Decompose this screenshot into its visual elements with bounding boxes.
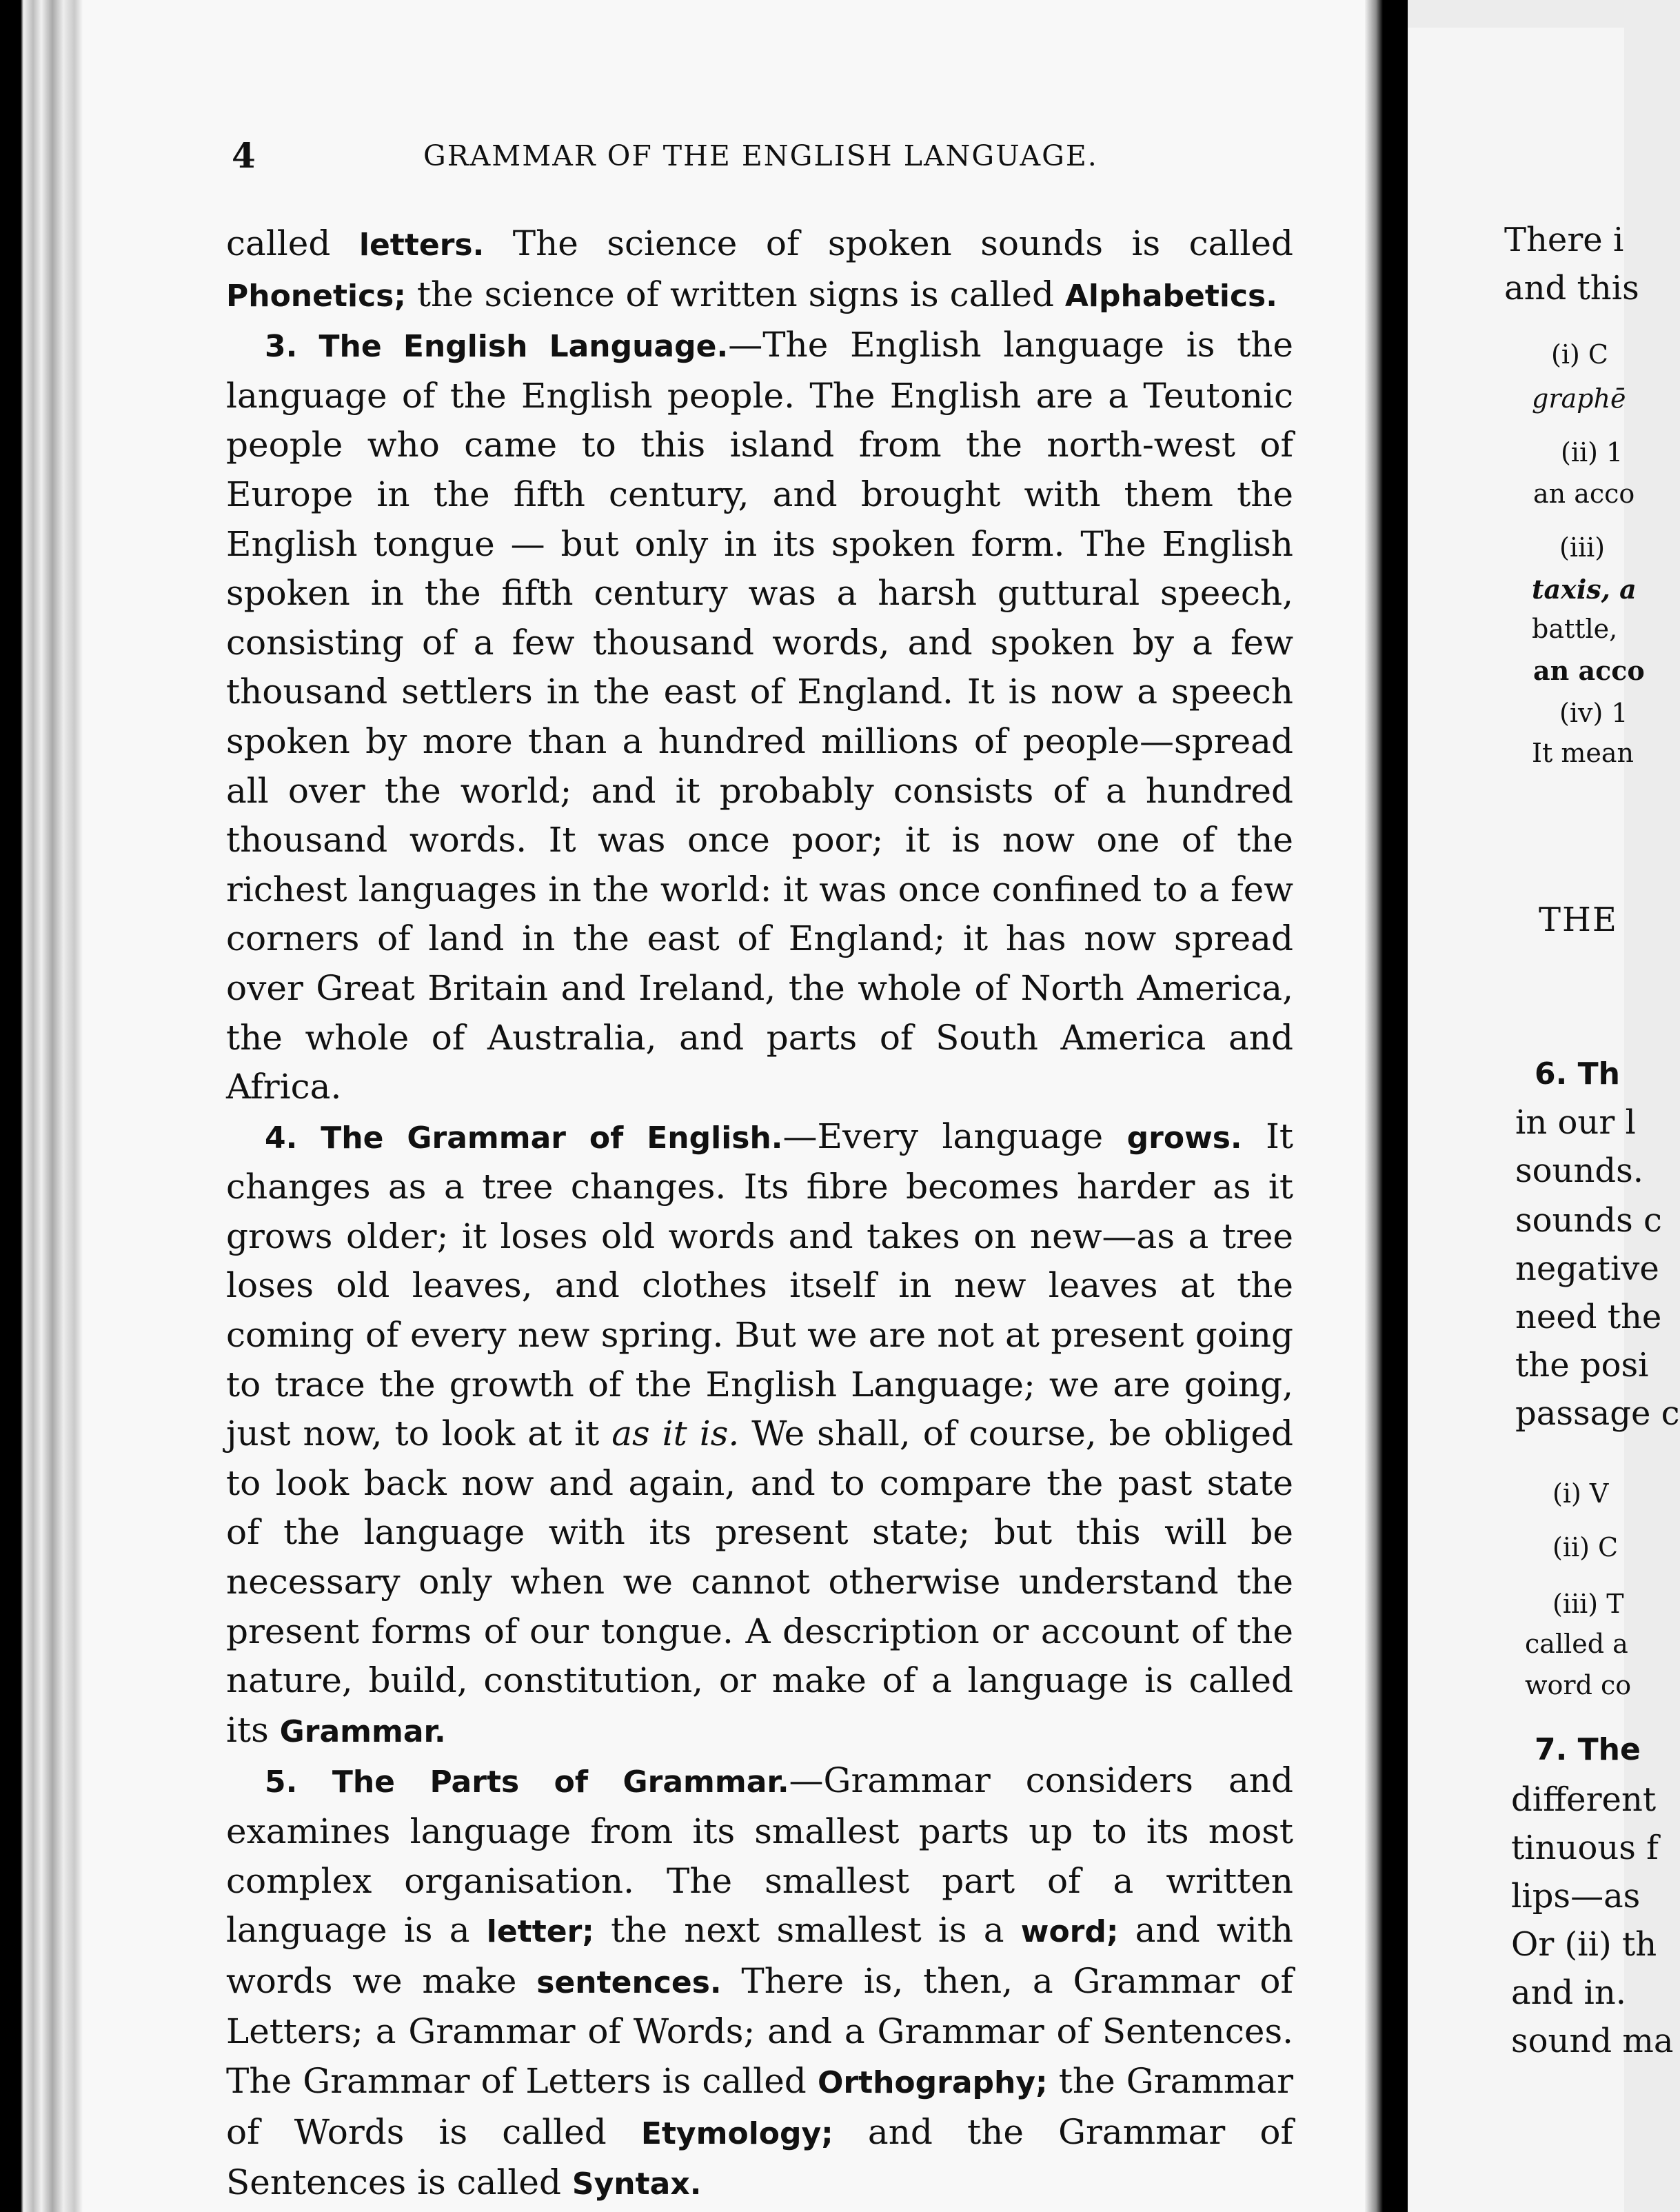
fragment-line: (ii) C [1552,1532,1619,1562]
fragment-line: 6. Th [1535,1056,1620,1092]
fragment-line: sounds. [1515,1152,1643,1190]
bold-term: Alphabetics. [1064,278,1277,314]
fragment-line: and this [1504,269,1639,308]
bold-term: Phonetics; [226,278,406,314]
text-run: —Every language [782,1116,1127,1156]
fragment-line: sound ma [1511,2022,1674,2060]
body-text [226,219,1293,2209]
running-title: GRAMMAR OF THE ENGLISH LANGUAGE. [423,139,1098,172]
fragment-line: THE [1539,901,1618,939]
fragment-line: in our l [1515,1103,1636,1142]
fragment-line: and in. [1511,1973,1627,2012]
text-run: —Grammar considers and examines language from its smallest parts up to its most complex organisation. The smallest part of a written language is a [226,1760,1293,1951]
text-run: the Grammar of Words is called [226,2060,1293,2152]
fragment-line: (iv) 1 [1559,698,1628,728]
text-run: and the Grammar of Sentences is called [226,2111,1293,2203]
text-run: —The English language is the language of the English people. The English are a Teutonic people who came to this island from the north-west of Europe in the fifth century, and brought with them the English tongue — but only in its spoken form. The English spoken in the fifth century was a harsh guttural speech, consisting of a few thousand words, and spoken by a few thousand settlers in the east of England. It is now a speech spoken by more than a hundred millions of people—spread all over the world; and it probably consists of a hundred thousand words. It was once poor; it is now one of the richest languages in the world: it was once confined to a few corners of land in the east of England; it has now spread over Great Britain and Ireland, the whole of North America, the whole of Australia, and parts of South America and Africa. [226,325,1294,1107]
fragment-line: sounds c [1515,1201,1662,1240]
page-number: 4 [232,135,257,176]
section-heading: 3. The English Language. [265,329,729,365]
right-page-fragments [1468,221,1680,2212]
fragment-line: graphē [1532,383,1626,414]
text-run: We shall, of course, be obliged to look back now and again, and to compare the past state of the language with its present state; but this will be necessary only when we cannot otherwise understand the present forms of our tongue. A description or account of the nature, build, constitution, or make of a language is called its [226,1414,1293,1750]
fragment-line: (iii) [1559,532,1606,563]
book-edge-left [0,0,83,2212]
fragment-line: (i) V [1552,1478,1609,1509]
section-heading: 5. The Parts of Grammar. [265,1764,789,1800]
bold-term: letters. [358,228,485,263]
section-3-paragraph [226,321,1293,1112]
text-run: the science of written signs is called [405,274,1065,314]
fragment-line: an acco [1533,479,1635,509]
fragment-line: taxis, a [1532,574,1637,605]
bold-term: Etymology; [640,2115,833,2151]
bold-term: word; [1020,1914,1119,1950]
fragment-line: Or (ii) th [1511,1925,1657,1964]
text-run: the next smallest is a [594,1910,1021,1951]
fragment-line: tinuous f [1511,1829,1659,1867]
text-run: It changes as a tree changes. Its fibre becomes harder as it grows older; it loses old words and takes on new—as a tree loses old leaves, and clothes itself in new leaves at the coming of every new spring. But we are not at present going to trace the growth of the English Language; we are going, just now, to look at it [226,1116,1294,1454]
paragraph-continuation [226,219,1293,321]
bold-term: Syntax. [571,2166,702,2202]
fragment-line: negative [1515,1249,1659,1288]
fragment-line: an acco [1533,655,1645,686]
book-gutter [1365,0,1408,2212]
fragment-line: (ii) 1 [1561,437,1623,467]
text-run: and with words we make [226,1910,1294,2001]
fragment-line: word co [1525,1670,1632,1700]
bold-term: Grammar. [279,1713,446,1749]
fragment-line: called a [1525,1629,1628,1659]
fragment-line: need the [1515,1298,1662,1336]
fragment-line: It mean [1532,738,1635,768]
section-heading: 4. The Grammar of English. [265,1120,783,1156]
fragment-line: There i [1504,221,1624,259]
fragment-line: 7. The [1535,1732,1641,1767]
bold-term: sentences. [536,1964,722,2000]
section-5-paragraph [226,1756,1293,2209]
fragment-line: passage c [1515,1394,1680,1433]
fragment-line: battle, [1532,614,1618,644]
fragment-line: (iii) T [1552,1589,1624,1619]
text-run: There is, then, a Grammar of Letters; a Grammar of Words; and a Grammar of Sentences. The Grammar of Letters is called [226,1960,1293,2101]
fragment-line: (i) C [1551,339,1608,370]
bold-term: letter; [486,1914,594,1950]
section-4-paragraph [226,1112,1293,1757]
fragment-line: lips—as [1511,1877,1641,1916]
text-run: The science of spoken sounds is called [484,223,1293,263]
fragment-line: the posi [1515,1346,1649,1385]
bold-term: grows. [1126,1120,1242,1156]
bold-term: Orthography; [817,2064,1048,2100]
text-run: called [226,223,359,263]
fragment-line: different [1511,1780,1657,1819]
page-header [232,135,1114,190]
italic-phrase: as it is. [611,1414,740,1454]
